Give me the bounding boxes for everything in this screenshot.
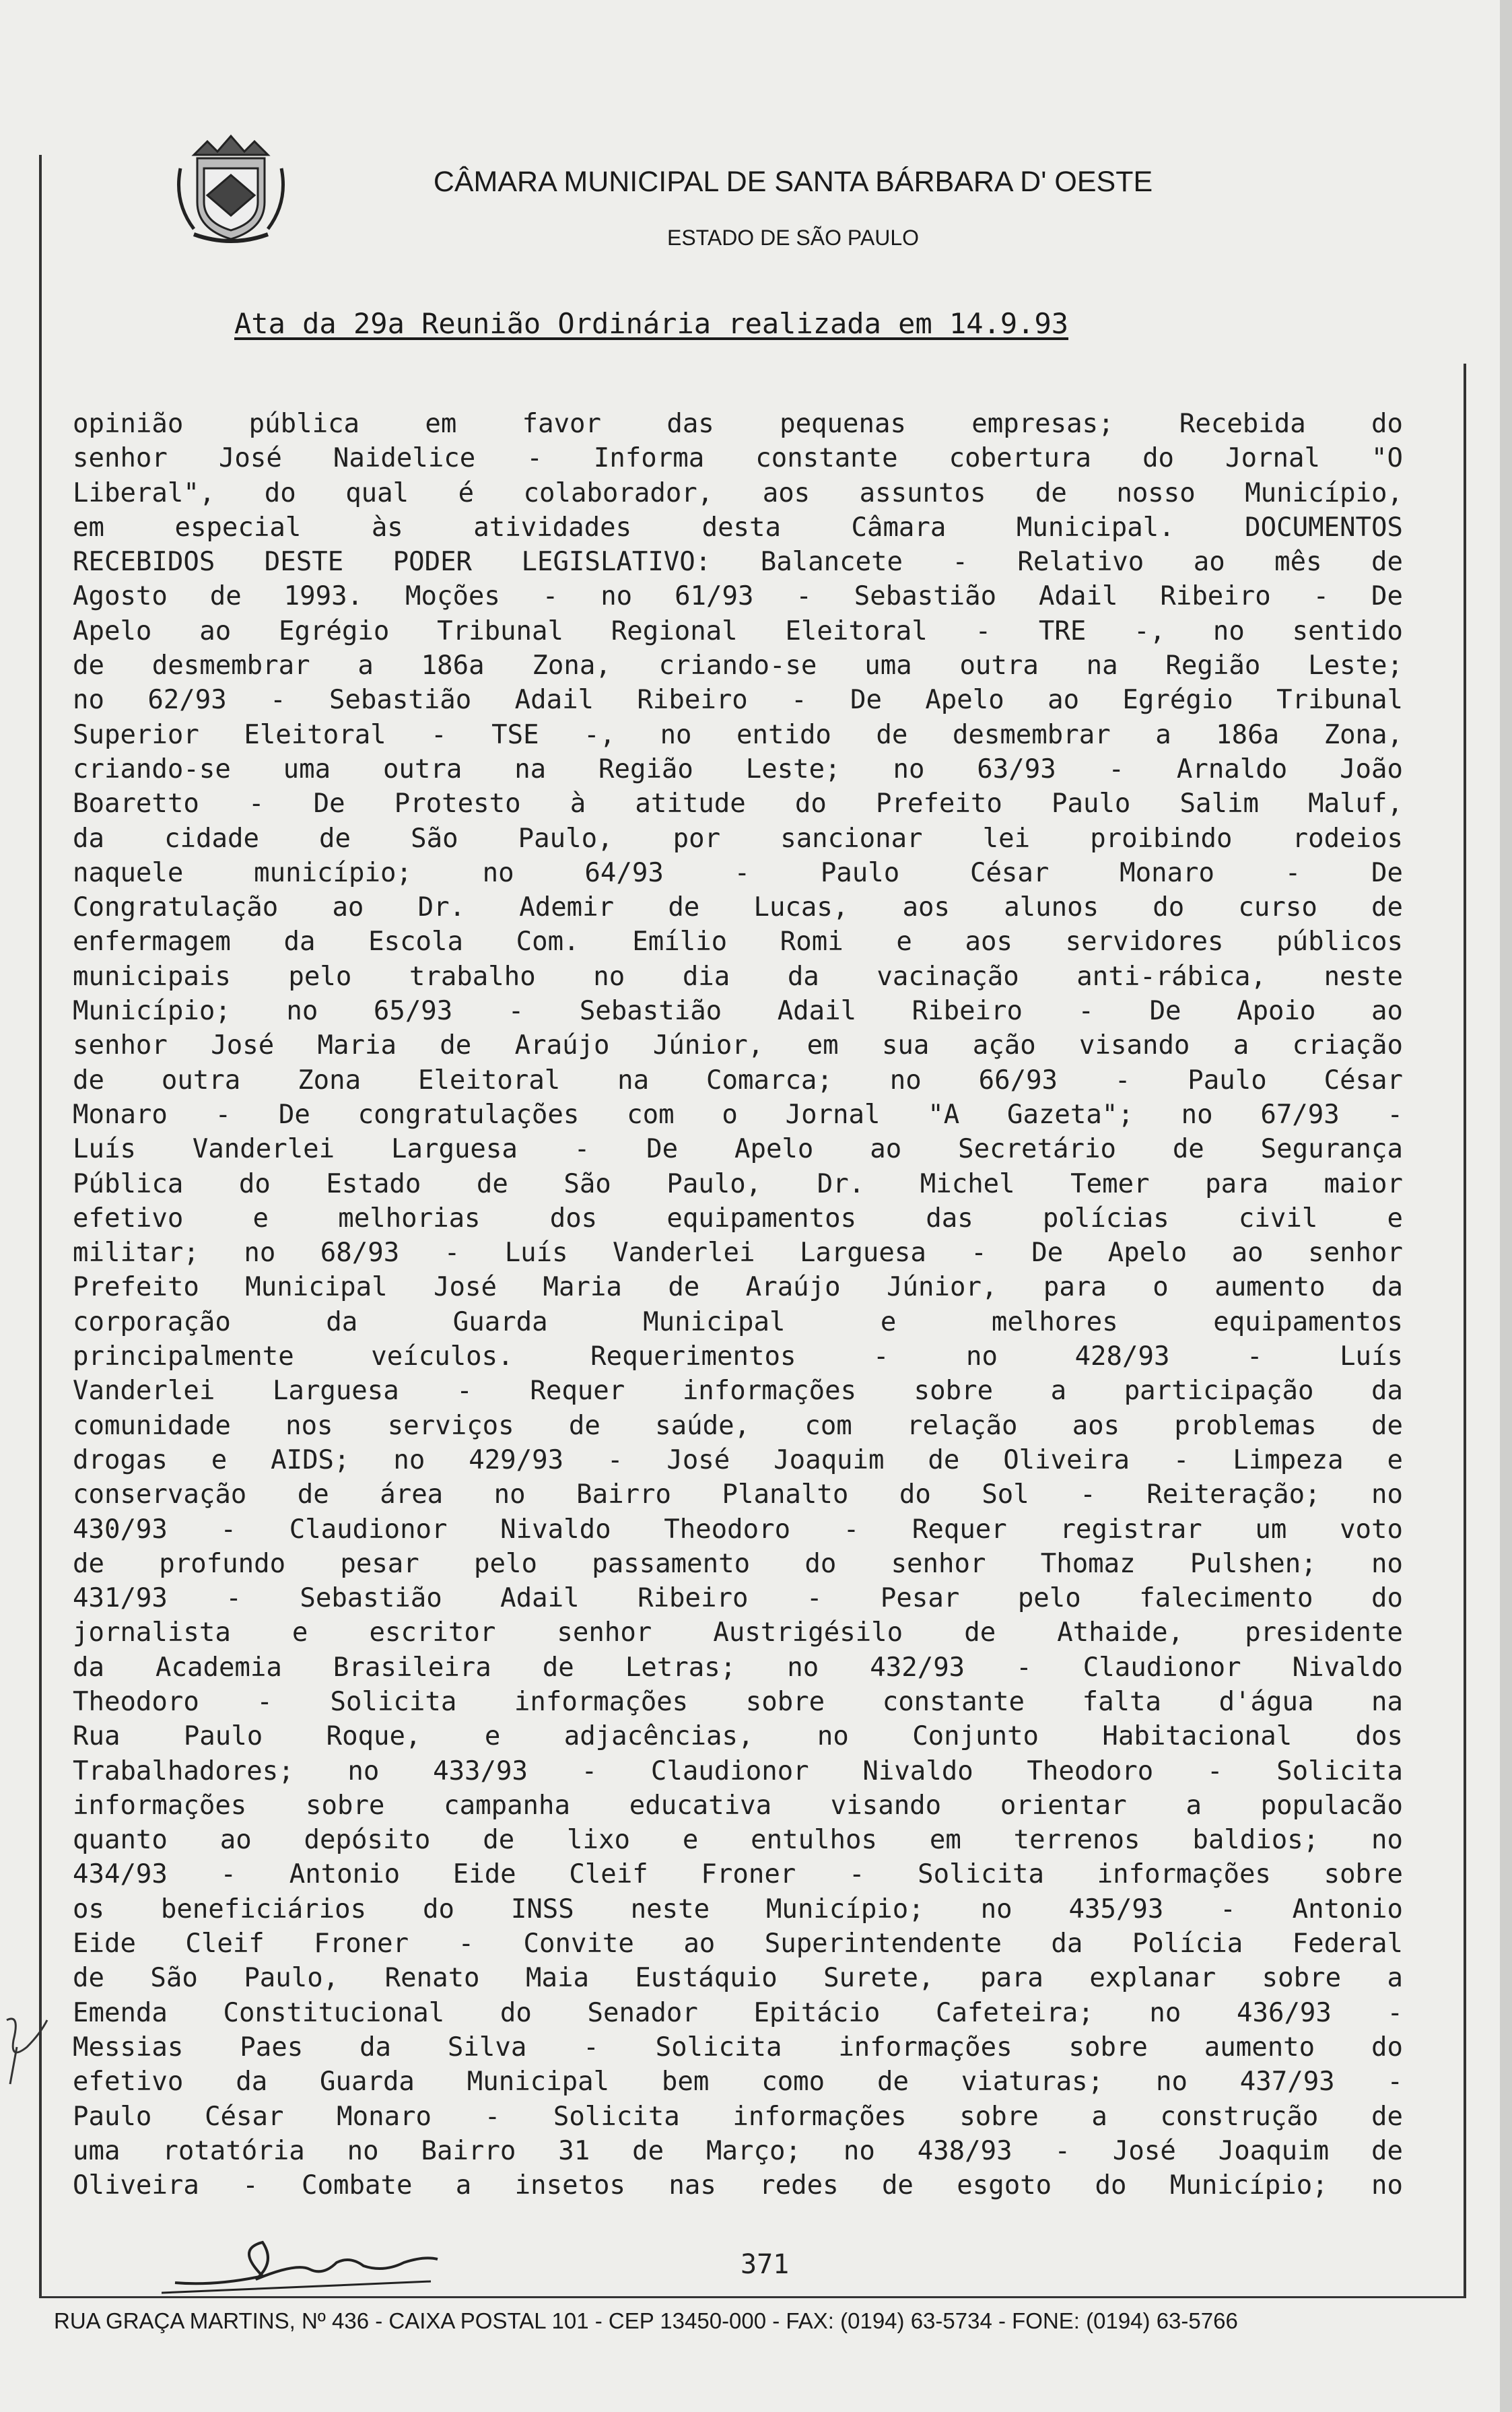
minutes-line: de São Paulo, Renato Maia Eustáquio Surete, para explanar sobre a bbox=[73, 1963, 1403, 1994]
minutes-line: de profundo pesar pelo passamento do senhor Thomaz Pulshen; no bbox=[73, 1548, 1403, 1579]
minutes-line: enfermagem da Escola Com. Emílio Romi e aos servidores públicos bbox=[73, 927, 1403, 958]
margin-initials-mark bbox=[0, 2007, 61, 2087]
minutes-line: Boaretto - De Protesto à atitude do Prefeito Paulo Salim Maluf, bbox=[73, 789, 1403, 819]
minutes-line: 434/93 - Antonio Eide Cleif Froner - Solicita informações sobre bbox=[73, 1859, 1403, 1890]
state-name: ESTADO DE SÃO PAULO bbox=[666, 226, 919, 250]
left-margin-line bbox=[39, 155, 42, 2296]
minutes-line: Superior Eleitoral - TSE -, no entido de desmembrar a 186a Zona, bbox=[73, 719, 1403, 750]
minutes-line: Emenda Constitucional do Senador Epitácio Cafeteira; no 436/93 - bbox=[73, 1997, 1403, 2028]
minutes-line: Rua Paulo Roque, e adjacências, no Conjunto Habitacional dos bbox=[73, 1721, 1403, 1752]
page-number: 371 bbox=[741, 2249, 790, 2280]
minutes-line: criando-se uma outra na Região Leste; no 63/93 - Arnaldo João bbox=[73, 753, 1403, 784]
minutes-line: senhor José Maria de Araújo Júnior, em sua ação visando a criação bbox=[73, 1030, 1403, 1061]
minutes-line: Prefeito Municipal José Maria de Araújo Júnior, para o aumento da bbox=[73, 1272, 1403, 1303]
minutes-line: RECEBIDOS DESTE PODER LEGISLATIVO: Balancete - Relativo ao mês de bbox=[73, 547, 1403, 578]
minutes-line: de outra Zona Eleitoral na Comarca; no 66/93 - Paulo César bbox=[73, 1065, 1403, 1096]
minutes-line: corporação da Guarda Municipal e melhores equipamentos bbox=[73, 1306, 1403, 1337]
minutes-body bbox=[73, 407, 1403, 2203]
minutes-line: Theodoro - Solicita informações sobre constante falta d'água na bbox=[73, 1686, 1403, 1717]
minutes-line: 430/93 - Claudionor Nivaldo Theodoro - Requer registrar um voto bbox=[73, 1514, 1403, 1545]
minutes-line: opinião pública em favor das pequenas empresas; Recebida do bbox=[73, 409, 1403, 439]
minutes-line: Trabalhadores; no 433/93 - Claudionor Nivaldo Theodoro - Solicita bbox=[73, 1755, 1403, 1786]
minutes-line: informações sobre campanha educativa visando orientar a populacão bbox=[73, 1790, 1403, 1821]
minutes-line: Congratulação ao Dr. Ademir de Lucas, aos alunos do curso de bbox=[73, 892, 1403, 923]
minutes-line: 431/93 - Sebastião Adail Ribeiro - Pesar pelo falecimento do bbox=[73, 1583, 1403, 1614]
signature-mark bbox=[162, 2222, 444, 2296]
footer-rule bbox=[39, 2296, 1466, 2298]
minutes-line: municipais pelo trabalho no dia da vacinação anti-rábica, neste bbox=[73, 961, 1403, 992]
minutes-line: Messias Paes da Silva - Solicita informações sobre aumento do bbox=[73, 2032, 1403, 2063]
minutes-line: senhor José Naidelice - Informa constante cobertura do Jornal "O bbox=[73, 443, 1403, 474]
minutes-line: os beneficiários do INSS neste Município; no 435/93 - Antonio bbox=[73, 1894, 1403, 1924]
minutes-line: principalmente veículos. Requerimentos - no 428/93 - Luís bbox=[73, 1341, 1403, 1372]
minutes-line: Pública do Estado de São Paulo, Dr. Michel Temer para maior bbox=[73, 1168, 1403, 1199]
minutes-line: drogas e AIDS; no 429/93 - José Joaquim de Oliveira - Limpeza e bbox=[73, 1444, 1403, 1475]
minutes-line: Liberal", do qual é colaborador, aos assuntos de nosso Município, bbox=[73, 477, 1403, 508]
minutes-line: efetivo e melhorias dos equipamentos das polícias civil e bbox=[73, 1203, 1403, 1234]
minutes-line: Vanderlei Larguesa - Requer informações sobre a participação da bbox=[73, 1376, 1403, 1407]
minutes-line: Município; no 65/93 - Sebastião Adail Ribeiro - De Apoio ao bbox=[73, 996, 1403, 1027]
minutes-line: conservação de área no Bairro Planalto do Sol - Reiteração; no bbox=[73, 1479, 1403, 1510]
book-spine-shadow bbox=[1500, 0, 1512, 2412]
minutes-line: de desmembrar a 186a Zona, criando-se uma outra na Região Leste; bbox=[73, 650, 1403, 681]
minutes-line: quanto ao depósito de lixo e entulhos em terrenos baldios; no bbox=[73, 1825, 1403, 1856]
institution-name: CÂMARA MUNICIPAL DE SANTA BÁRBARA D' OESTE bbox=[433, 166, 1153, 198]
minutes-line: Eide Cleif Froner - Convite ao Superintendente da Polícia Federal bbox=[73, 1929, 1403, 1959]
minutes-line: Apelo ao Egrégio Tribunal Regional Eleitoral - TRE -, no sentido bbox=[73, 615, 1403, 646]
minutes-line: jornalista e escritor senhor Austrigésilo de Athaide, presidente bbox=[73, 1617, 1403, 1648]
minutes-line: efetivo da Guarda Municipal bem como de viaturas; no 437/93 - bbox=[73, 2067, 1403, 2098]
minutes-line: Oliveira - Combate a insetos nas redes de esgoto do Município; no bbox=[73, 2170, 1403, 2201]
minutes-line: militar; no 68/93 - Luís Vanderlei Larguesa - De Apelo ao senhor bbox=[73, 1238, 1403, 1269]
minutes-title: Ata da 29a Reunião Ordinária realizada em 14.9.93 bbox=[234, 307, 1069, 340]
footer-address: RUA GRAÇA MARTINS, Nº 436 - CAIXA POSTAL 101 - CEP 13450-000 - FAX: (0194) 63-5734 - FONE: (0194) 63-5766 bbox=[54, 2308, 1238, 2333]
minutes-line: no 62/93 - Sebastião Adail Ribeiro - De Apelo ao Egrégio Tribunal bbox=[73, 685, 1403, 716]
minutes-line: em especial às atividades desta Câmara Municipal. DOCUMENTOS bbox=[73, 512, 1403, 543]
minutes-line: Agosto de 1993. Moções - no 61/93 - Sebastião Adail Ribeiro - De bbox=[73, 581, 1403, 612]
minutes-line: da Academia Brasileira de Letras; no 432/93 - Claudionor Nivaldo bbox=[73, 1652, 1403, 1683]
minutes-line: Paulo César Monaro - Solicita informações sobre a construção de bbox=[73, 2101, 1403, 2132]
right-margin-line bbox=[1464, 364, 1466, 2296]
minutes-line: Luís Vanderlei Larguesa - De Apelo ao Secretário de Segurança bbox=[73, 1134, 1403, 1165]
minutes-line: naquele município; no 64/93 - Paulo César Monaro - De bbox=[73, 857, 1403, 888]
minutes-line: comunidade nos serviços de saúde, com relação aos problemas de bbox=[73, 1410, 1403, 1441]
minutes-line: da cidade de São Paulo, por sancionar lei proibindo rodeios bbox=[73, 823, 1403, 854]
minutes-line: Monaro - De congratulações com o Jornal "A Gazeta"; no 67/93 - bbox=[73, 1099, 1403, 1130]
minutes-line: uma rotatória no Bairro 31 de Março; no 438/93 - José Joaquim de bbox=[73, 2135, 1403, 2166]
